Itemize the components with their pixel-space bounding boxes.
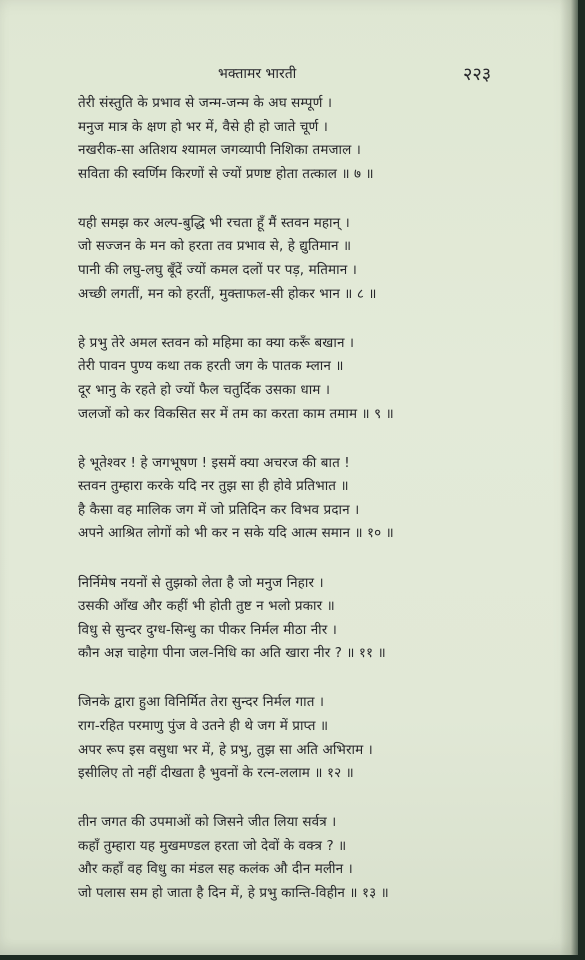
verse-line: जो पलास सम हो जाता है दिन में, हे प्रभु कान्ति-विहीन ॥ १३ ॥: [78, 885, 389, 902]
verse-line: उसकी आँख और कहीं भी होती तुष्ट न भलो प्रकार ॥: [78, 598, 335, 615]
verse-line: है कैसा वह मालिक जग में जो प्रतिदिन कर विभव प्रदान ।: [78, 501, 360, 518]
verse-line: हे प्रभु तेरे अमल स्तवन को महिमा का क्या करूँ बखान ।: [78, 334, 355, 351]
verse-line: तीन जगत की उपमाओं को जिसने जीत लिया सर्वत्र ।: [78, 814, 337, 831]
verse-line: जो सज्जन के मन को हरता तव प्रभाव से, हे द्युतिमान ॥: [78, 238, 352, 255]
verse-line: और कहाँ वह विधु का मंडल सह कलंक औ दीन मलीन ।: [78, 861, 353, 878]
verse-line: नखरीक-सा अतिशय श्यामल जगव्यापी निशिका तमजाल ।: [78, 142, 361, 159]
verse-line: मनुज मात्र के क्षण हो भर में, वैसे ही हो जाते चूर्ण ।: [78, 118, 328, 135]
verse-line: कहाँ तुम्हारा यह मुखमण्डल हरता जो देवों के वक्त्र ? ॥: [78, 837, 347, 854]
verse-line: स्तवन तुम्हारा करके यदि नर तुझ सा ही होवे प्रतिभात ॥: [78, 478, 349, 495]
stanza-10: [78, 452, 498, 546]
book-spine-shadow: [560, 0, 578, 955]
verse-body: [78, 92, 498, 931]
verse-line: इसीलिए तो नहीं दीखता है भुवनों के रत्न-ललाम ॥ १२ ॥: [78, 765, 354, 782]
verse-line: जलजों को कर विकसित सर में तम का करता काम तमाम ॥ ९ ॥: [78, 405, 394, 422]
verse-line: सविता की स्वर्णिम किरणों से ज्यों प्रणष्ट होता तत्काल ॥ ७ ॥: [78, 165, 374, 182]
stanza-12: [78, 691, 498, 785]
verse-line: हे भूतेश्वर ! हे जगभूषण ! इसमें क्या अचरज की बात !: [78, 454, 350, 471]
verse-line: अच्छी लगतीं, मन को हरतीं, मुक्ताफल-सी होकर भान ॥ ८ ॥: [78, 285, 377, 302]
verse-line: तेरी पावन पुण्य कथा तक हरती जग के पातक म्लान ॥: [78, 358, 344, 375]
verse-line: विधु से सुन्दर दुग्ध-सिन्धु का पीकर निर्मल मीठा नीर ।: [78, 621, 338, 638]
verse-line: जिनके द्वारा हुआ विनिर्मित तेरा सुन्दर निर्मल गात ।: [78, 694, 325, 711]
stanza-9: [78, 332, 498, 426]
verse-line: अपर रूप इस वसुधा भर में, हे प्रभु, तुझ सा अति अभिराम ।: [78, 741, 373, 758]
page-header: [0, 62, 560, 86]
verse-line: तेरी संस्तुति के प्रभाव से जन्म-जन्म के अघ सम्पूर्ण ।: [78, 95, 333, 111]
stanza-8: [78, 212, 498, 306]
stanza-7: [78, 92, 498, 186]
page-number: २२३: [463, 64, 492, 85]
stanza-13: [78, 811, 498, 905]
verse-line: निर्निमेष नयनों से तुझको लेता है जो मनुज निहार ।: [78, 574, 324, 591]
verse-line: पानी की लघु-लघु बूँदें ज्यों कमल दलों पर पड़, मतिमान ।: [78, 262, 357, 279]
running-title: भक्तामर भारती: [218, 66, 297, 82]
verse-line: यही समझ कर अल्प-बुद्धि भी रचता हूँ मैं स्तवन महान् ।: [78, 214, 350, 231]
verse-line: कौन अज्ञ चाहेगा पीना जल-निधि का अति खारा नीर ? ॥ ११ ॥: [78, 645, 386, 662]
verse-line: अपने आश्रित लोगों को भी कर न सके यदि आत्म समान ॥ १० ॥: [78, 525, 394, 542]
verse-line: दूर भानु के रहते हो ज्यों फैल चतुर्दिक उसका धाम ।: [78, 381, 331, 398]
stanza-11: [78, 572, 498, 666]
verse-line: राग-रहित परमाणु पुंज वे उतने ही थे जग में प्राप्त ॥: [78, 717, 329, 734]
